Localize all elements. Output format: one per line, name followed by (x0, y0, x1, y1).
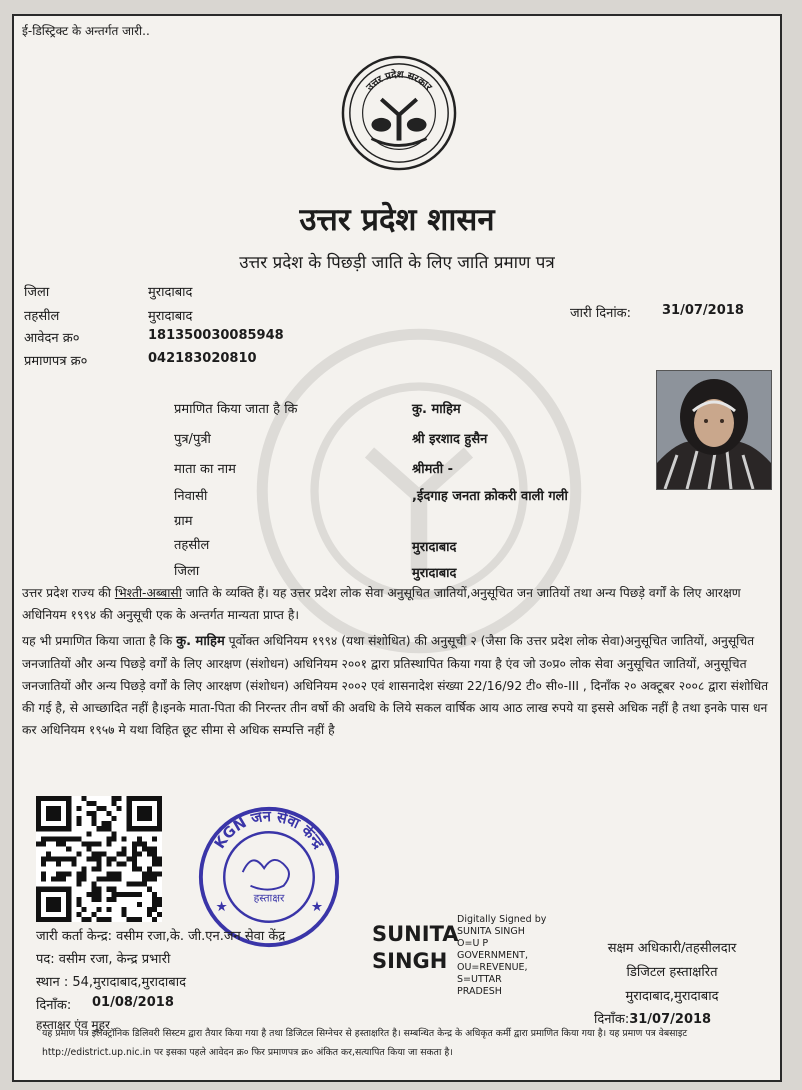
qr-module (61, 877, 66, 882)
qr-module (122, 912, 127, 917)
svg-text:उत्तर प्रदेश सरकार (364, 68, 435, 94)
qr-module (117, 862, 122, 867)
qr-module (157, 862, 162, 867)
qr-module (56, 841, 61, 846)
qr-module (41, 836, 46, 841)
qr-module (76, 877, 81, 882)
qr-module (132, 846, 137, 851)
qr-module (112, 796, 117, 801)
qr-module (142, 841, 147, 846)
qr-module (91, 882, 96, 887)
qr-module (137, 867, 142, 872)
authority-date-value: 31/07/2018 (629, 1012, 712, 1027)
para2-text-b: पूर्वोक्त अधिनियम १९९४ (यथा संशोधित) की अनुसूची २ (जैसा कि उत्तर प्रदेश लोक सेवा)अनुसूचित जातियों, अनुसूचित जनजातियों और अन्य पिछड़े वर्गों के लिए आरक्षण (संशोधन) अधिनियम २००१ द्वारा प्रतिस्थापित किया गया है एंव जो उ०प्र० लोक सेवा अनुसूचित जातियों, अनुसूचित जनजातियों और अन्य पिछड़े वर्गों के लिए आरक्षण (संशोधन) अधिनियम २००२ एवं शासनादेश संख्या 22/16/92 टी० सी०-III , दिनाँक २० अक्टूबर २००८ द्वारा संशोधित की गई है, से आच्छादित नहीं है।इनके माता-पिता की निरन्तर तीन वर्षो की अवधि के लिये सकल वार्षिक आय आठ लाख रुपये या इससे अधिक नहीं है तथा इनके पास धन कर अधिनियम १९५७ मे यथा विहित छूट सीमा से अधिक सम्पत्ति नहीं है (22, 634, 769, 737)
qr-module (127, 856, 132, 861)
qr-module (46, 836, 51, 841)
applicant-name: कु. माहिम (412, 402, 461, 417)
qr-module (137, 892, 142, 897)
issue-date-label: जारी दिनांक: (570, 306, 632, 321)
qr-module (112, 897, 117, 902)
qr-module (61, 841, 66, 846)
svg-text:KGN जन सेवा केन्द्र (211, 808, 328, 853)
qr-module (86, 846, 91, 851)
qr-module (112, 872, 117, 877)
state-emblem-icon (340, 54, 458, 172)
qr-module (56, 836, 61, 841)
application-no-value: 181350030085948 (148, 328, 284, 343)
qr-module (41, 872, 46, 877)
qr-module (96, 841, 101, 846)
qr-module (152, 917, 157, 922)
qr-module (56, 862, 61, 867)
qr-module (152, 872, 157, 877)
qr-module (91, 867, 96, 872)
qr-module (142, 872, 147, 877)
footer-note: यह प्रमाण पत्र इलेक्ट्रॉनिक डिलिवरी सिस्टम द्वारा तैयार किया गया है तथा डिजिटल सिग्नेचर से हस्ताक्षरित है। सम्बन्धित केन्द्र के अधिकृत कर्मी द्वारा प्रमाणित किया गया है। यह प्रमाण पत्र वेबसाइट http://edistrict.up.nic.in पर इसका पहले आवेदन क्र० फिर प्रमाणपत्र क्र० अंकित कर,सत्यापित किया जा सकता है। (42, 1028, 688, 1058)
qr-module (86, 892, 91, 897)
qr-module (91, 801, 96, 806)
qr-module (102, 826, 107, 831)
sign-meta-line: PRADESH (457, 986, 502, 997)
detail-district-value: मुरादाबाद (412, 566, 457, 581)
issuer-date-label: दिनाँक: (36, 998, 72, 1013)
qr-code (36, 796, 162, 922)
application-no-label: आवेदन क्र० (24, 331, 80, 346)
district-value: मुरादाबाद (148, 285, 193, 300)
qr-module (81, 867, 86, 872)
certificate-page (12, 14, 782, 1082)
qr-module (147, 907, 152, 912)
district-label: जिला (24, 285, 50, 300)
qr-module (147, 846, 152, 851)
qr-module (56, 872, 61, 877)
qr-module (112, 831, 117, 836)
qr-module (112, 836, 117, 841)
qr-module (122, 836, 127, 841)
qr-module (96, 892, 101, 897)
qr-module (147, 867, 152, 872)
qr-module (117, 851, 122, 856)
qr-module (107, 841, 112, 846)
qr-module (147, 912, 152, 917)
qr-module (96, 826, 101, 831)
qr-module (152, 897, 157, 902)
qr-module (117, 872, 122, 877)
authority-title: सक्षम अधिकारी/तहसीलदार (607, 941, 737, 956)
applicant-photo (656, 370, 772, 490)
issuer-center: जारी कर्ता केन्द्र: वसीम रजा,के. जी.एन.जन सेवा केंद्र (36, 929, 286, 944)
qr-module (132, 862, 137, 867)
qr-module (117, 892, 122, 897)
emblem-text: उत्तर प्रदेश सरकार (364, 69, 434, 94)
qr-module (112, 801, 117, 806)
qr-module (76, 806, 81, 811)
top-note: ई-डिस्ट्रिक्ट के अन्तर्गत जारी.. (22, 24, 150, 38)
qr-module (81, 917, 86, 922)
qr-module (152, 836, 157, 841)
qr-module (132, 882, 137, 887)
tehsil-label: तहसील (24, 309, 60, 324)
qr-module (46, 856, 51, 861)
digital-signer-name (372, 921, 459, 975)
qr-module (51, 856, 56, 861)
qr-module (76, 882, 81, 887)
issuer-date-value: 01/08/2018 (92, 995, 174, 1010)
para2-text-a: यह भी प्रमाणित किया जाता है कि (22, 634, 177, 648)
qr-module (96, 851, 101, 856)
authority-date-label: दिनाँक: (594, 1012, 630, 1027)
qr-module (122, 892, 127, 897)
sign-meta-line: GOVERNMENT, (457, 950, 529, 961)
para2-applicant-name: कु. माहिम (176, 634, 225, 649)
qr-module (61, 856, 66, 861)
qr-module (152, 877, 157, 882)
qr-module (81, 907, 86, 912)
qr-module (157, 912, 162, 917)
qr-module (152, 851, 157, 856)
qr-module (46, 851, 51, 856)
qr-module (76, 821, 81, 826)
qr-module (137, 902, 142, 907)
qr-module (71, 862, 76, 867)
qr-module (86, 856, 91, 861)
issuer-sign-label: हस्ताक्षर एंव मुहर (36, 1018, 110, 1032)
qr-module (91, 816, 96, 821)
qr-module (117, 877, 122, 882)
qr-module (91, 912, 96, 917)
authority-place: मुरादाबाद,मुरादाबाद (625, 989, 719, 1004)
qr-module (96, 856, 101, 861)
qr-module (96, 897, 101, 902)
qr-module (132, 867, 137, 872)
qr-module (112, 892, 117, 897)
qr-module (147, 887, 152, 892)
qr-module (61, 836, 66, 841)
sign-meta-line: SUNITA SINGH (457, 926, 525, 937)
qr-module (102, 877, 107, 882)
qr-module (71, 836, 76, 841)
qr-module (76, 912, 81, 917)
qr-module (86, 917, 91, 922)
qr-module (107, 826, 112, 831)
qr-module (66, 846, 71, 851)
qr-module (112, 877, 117, 882)
qr-module (132, 892, 137, 897)
qr-module (41, 841, 46, 846)
qr-module (51, 877, 56, 882)
detail-tehsil-value: मुरादाबाद (412, 540, 457, 555)
qr-module (81, 877, 86, 882)
qr-module (157, 856, 162, 861)
qr-module (107, 907, 112, 912)
qr-module (91, 892, 96, 897)
qr-module (41, 856, 46, 861)
qr-module (112, 887, 117, 892)
certificate-no-value: 042183020810 (148, 351, 257, 366)
qr-module (107, 862, 112, 867)
qr-module (122, 846, 127, 851)
qr-module (96, 877, 101, 882)
qr-module (127, 917, 132, 922)
page-title: उत्तर प्रदेश शासन (299, 202, 495, 238)
qr-module (66, 856, 71, 861)
caste-name: भिश्ती-अब्बासी (114, 586, 182, 600)
mother-name: श्रीमती - (412, 462, 454, 477)
qr-module (142, 882, 147, 887)
qr-module (61, 872, 66, 877)
issue-date-value: 31/07/2018 (662, 303, 744, 318)
qr-module (137, 851, 142, 856)
qr-module (86, 801, 91, 806)
qr-module (96, 887, 101, 892)
issuer-place: स्थान : 54,मुरादाबाद,मुरादाबाद (36, 975, 186, 990)
qr-module (127, 892, 132, 897)
detail-tehsil-label: तहसील (174, 538, 210, 553)
qr-module (137, 882, 142, 887)
qr-module (107, 887, 112, 892)
father-name: श्री इरशाद हुसैन (412, 432, 488, 447)
qr-module (51, 836, 56, 841)
qr-module (96, 806, 101, 811)
qr-module (102, 806, 107, 811)
qr-module (157, 902, 162, 907)
qr-module (107, 877, 112, 882)
qr-module (107, 917, 112, 922)
certificate-subtitle: उत्तर प्रदेश के पिछड़ी जाति के लिए जाति प्रमाण पत्र (239, 253, 555, 273)
parent-label: पुत्र/पुत्री (174, 432, 211, 447)
qr-module (102, 851, 107, 856)
qr-module (117, 796, 122, 801)
detail-district-label: जिला (174, 564, 200, 579)
qr-module (157, 897, 162, 902)
qr-module (76, 872, 81, 877)
village-label: ग्राम (174, 514, 193, 529)
seal-center-text: हस्ताक्षर (253, 891, 285, 905)
qr-module (76, 851, 81, 856)
qr-module (91, 821, 96, 826)
qr-module (132, 917, 137, 922)
qr-module (81, 841, 86, 846)
qr-module (137, 836, 142, 841)
qr-module (147, 877, 152, 882)
qr-module (66, 872, 71, 877)
para1-text-b: जाति के व्यक्ति हैं। यह उत्तर प्रदेश लोक सेवा अनुसूचित जातियों,अनुसूचित जन जातियों तथा अन्य पिछड़े वर्गों के लिए आरक्षण अधिनियम १९९४ की अनुसूची एक के अन्तर्गत मान्यता प्राप्त है। (22, 586, 741, 622)
qr-module (102, 821, 107, 826)
qr-module (117, 806, 122, 811)
qr-module (142, 877, 147, 882)
qr-module (76, 897, 81, 902)
resident-address: ,ईदगाह जनता क्रोकरी वाली गली (412, 489, 568, 504)
qr-module (36, 841, 41, 846)
sign-meta-line: O=U P (457, 938, 489, 949)
svg-text:★: ★ (215, 899, 228, 916)
tehsil-value: मुरादाबाद (148, 309, 193, 324)
qr-module (86, 831, 91, 836)
resident-label: निवासी (174, 489, 208, 504)
qr-module (71, 856, 76, 861)
para1-text-a: उत्तर प्रदेश राज्य की (22, 586, 115, 600)
seal-ring-text: KGN जन सेवा केन्द्र (211, 808, 327, 852)
certify-label: प्रमाणित किया जाता है कि (174, 402, 298, 417)
qr-module (86, 811, 91, 816)
qr-module (96, 867, 101, 872)
qr-module (56, 877, 61, 882)
qr-module (91, 851, 96, 856)
qr-module (137, 917, 142, 922)
qr-module (91, 811, 96, 816)
qr-module (152, 907, 157, 912)
signer-name-line2: SINGH (372, 949, 448, 973)
caste-paragraph (22, 582, 778, 626)
digital-signature-details (457, 914, 546, 998)
qr-module (91, 897, 96, 902)
qr-module (96, 907, 101, 912)
issuer-post: पद: वसीम रजा, केन्द्र प्रभारी (36, 952, 171, 967)
qr-module (107, 856, 112, 861)
qr-module (81, 796, 86, 801)
qr-module (152, 862, 157, 867)
qr-module (132, 851, 137, 856)
qr-module (76, 816, 81, 821)
qr-module (157, 872, 162, 877)
mother-label: माता का नाम (174, 462, 236, 477)
qr-module (107, 821, 112, 826)
qr-module (107, 872, 112, 877)
qr-module (76, 902, 81, 907)
qr-module (152, 892, 157, 897)
qr-module (122, 851, 127, 856)
qr-module (91, 841, 96, 846)
qr-module (107, 897, 112, 902)
qr-module (107, 836, 112, 841)
qr-module (41, 877, 46, 882)
qr-module (102, 917, 107, 922)
certificate-no-label: प्रमाणपत्र क्र० (24, 354, 88, 369)
qr-module (107, 811, 112, 816)
sign-meta-line: Digitally Signed by (457, 914, 547, 925)
qr-module (142, 846, 147, 851)
qr-module (86, 841, 91, 846)
qr-module (41, 862, 46, 867)
qr-module (152, 902, 157, 907)
sign-meta-line: S=UTTAR (457, 974, 502, 985)
qr-module (152, 856, 157, 861)
authority-sign-status: डिजिटल हस्ताक्षरित (626, 965, 718, 980)
qr-module (147, 872, 152, 877)
qr-module (132, 841, 137, 846)
sign-meta-line: OU=REVENUE, (457, 962, 528, 973)
qr-module (96, 862, 101, 867)
qr-module (112, 856, 117, 861)
qr-module (137, 841, 142, 846)
svg-text:★: ★ (310, 899, 324, 916)
qr-module (91, 856, 96, 861)
qr-module (76, 836, 81, 841)
qr-module (147, 851, 152, 856)
qr-module (112, 816, 117, 821)
creamy-layer-paragraph (22, 630, 778, 741)
qr-module (81, 872, 86, 877)
qr-module (152, 846, 157, 851)
qr-module (122, 862, 127, 867)
qr-module (96, 917, 101, 922)
signer-name-line1: SUNITA (372, 922, 459, 946)
qr-module (91, 887, 96, 892)
qr-module (122, 907, 127, 912)
qr-module (56, 856, 61, 861)
qr-module (66, 836, 71, 841)
qr-module (127, 882, 132, 887)
qr-module (132, 856, 137, 861)
